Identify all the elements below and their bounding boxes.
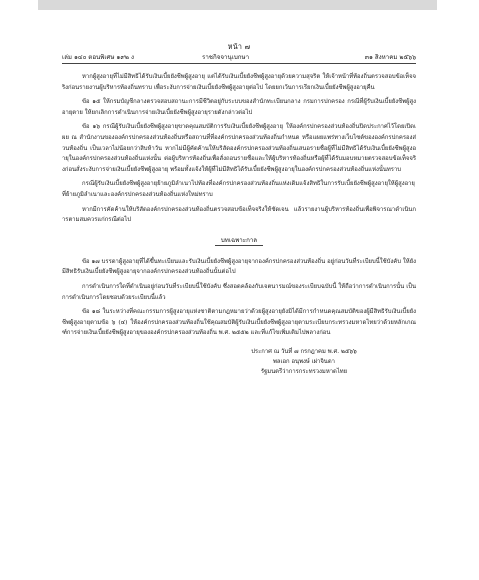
signature-block <box>62 347 416 377</box>
paragraph: หากผู้สูงอายุที่ไม่มีสิทธิได้รับเงินเบี้ยยังชีพผู้สูงอายุ แต่ได้รับเงินเบี้ยยังชีพผู้สูงอายุด้วยความสุจริต ให้เจ้าหน้าที่ท้องถิ่นตรวจสอบข้อเท็จจริงก่อนรายงานผู้บริหารท้องถิ่นทราบ เพื่อระงับการจ่ายเงินเบี้ยยังชีพผู้สูงอายุต่อไป โดยยกเว้นการเรียกเงินเบี้ยยังชีพผู้สูงอายุคืน <box>62 74 416 91</box>
running-header <box>62 54 416 64</box>
paragraph: การดำเนินการใดที่ดำเนินอยู่ก่อนวันที่ระเบียบนี้ใช้บังคับ ซึ่งสอดคล้องกับเจตนารมณ์ของระเบียบฉบับนี้ ให้ถือว่าการดำเนินการนั้น เป็นการดำเนินการโดยชอบด้วยระเบียบนี้แล้ว <box>62 283 416 301</box>
announcement-date: ประกาศ ณ วันที่ ๗ กรกฎาคม พ.ศ. ๒๕๖๖ <box>251 348 357 355</box>
gazette-name: ราชกิจจานุเบกษา <box>202 54 250 61</box>
clause-17: ข้อ ๑๗ บรรดาผู้สูงอายุที่ได้ขึ้นทะเบียนและรับเงินเบี้ยยังชีพผู้สูงอายุจากองค์กรปกครองส่วนท้องถิ่น อยู่ก่อนวันที่ระเบียบนี้ใช้บังคับ ให้ยังมีสิทธิรับเงินเบี้ยยังชีพผู้สูงอายุจากองค์กรปกครองส่วนท้องถิ่นนั้นต่อไป <box>62 258 416 276</box>
paragraph: กรณีผู้รับเงินเบี้ยยังชีพผู้สูงอายุย้ายภูมิลำเนาไปท้องที่องค์กรปกครองส่วนท้องถิ่นแห่งเดิมแจ้งสิทธิในการรับเบี้ยยังชีพผู้สูงอายุให้ผู้สูงอายุที่ย้ายภูมิลำเนาและองค์กรปกครองส่วนท้องถิ่นแห่งใหม่ทราบ <box>62 181 415 198</box>
clause-15: ข้อ ๑๕ ให้กรมบัญชีกลางตรวจสอบสถานะการมีชีวิตอยู่กับระบบของสำนักทะเบียนกลาง กรมการปกครอง กรณีที่ผู้รับเงินเบี้ยยังชีพผู้สูงอายุตาย ให้ยกเลิกการดำเนินการจ่ายเงินเบี้ยยังชีพผู้สูงอายุรายดังกล่าวต่อไป <box>62 99 416 116</box>
transitional-heading: บทเฉพาะกาล <box>62 236 416 245</box>
top-gray-bar <box>38 0 437 10</box>
volume-issue: เล่ม ๑๔๐ ตอนพิเศษ ๑๙๒ ง <box>62 54 134 61</box>
publication-date: ๓๑ สิงหาคม ๒๕๖๖ <box>364 54 416 61</box>
clause-16: ข้อ ๑๖ กรณีผู้รับเงินเบี้ยยังชีพผู้สูงอายุขาดคุณสมบัติการรับเงินเบี้ยยังชีพผู้สูงอายุ ให้องค์กรปกครองส่วนท้องถิ่นปิดประกาศไว้โดยเปิดเผย ณ สำนักงานขององค์กรปกครองส่วนท้องถิ่นหรือสถานที่ที่องค์กรปกครองส่วนท้องถิ่นกำหนด หรือแผยแพร่ทางเว็บไซต์ขององค์กรปกครองส่วนท้องถิ่น เป็นเวลาไม่น้อยกว่าสิบห้าวัน หากไม่มีผู้คัดค้านให้บริสัดองค์กรปกครองส่วนท้องถิ่นเสนอรายชื่อผู้ที่ไม่มีสิทธิได้รับเงินเบี้ยยังชีพผู้สูงอายุในองค์กรปกครองส่วนท้องถิ่นแห่งนั้น ต่อผู้บริหารท้องถิ่นเพื่อสั่งถอนรายชื่อและให้ผู้บริหารท้องถิ่นหรือผู้ที่ได้รับมอบหมายตรวจสอบข้อเท็จจริงก่อนสั่งระงับการจ่ายเงินเบี้ยยังชีพผู้สูงอายุ พร้อมทั้งแจ้งให้ผู้ที่ไม่มีสิทธิได้รับเบี้ยยังชีพผู้สูงอายุในองค์กรปกครองส่วนท้องถิ่นแห่งนั้นทราบ <box>62 124 416 173</box>
body-text <box>62 72 416 339</box>
paragraph: หากมีการคัดค้านให้บริสัดองค์กรปกครองส่วนท้องถิ่นตรวจสอบข้อเท็จจริงให้ชัดเจน แล้วรายงานผู้บริหารท้องถิ่นเพื่อพิจารณาดำเนินการตามสมควรแก่กรณีต่อไป <box>62 206 416 224</box>
signatory-title: รัฐมนตรีว่าการกระทรวงมหาดไทย <box>260 368 348 375</box>
signatory-name: พลเอก อนุพงษ์ เผ่าจินดา <box>273 358 335 365</box>
page-number: หน้า ๗ <box>227 42 251 51</box>
clause-18: ข้อ ๑๘ ในระหว่างที่คณะกรรมการผู้สูงอายุแห่งชาติตามกฎหมายว่าด้วยผู้สูงอายุยังมิได้มีการกำหนดคุณสมบัติของผู้มีสิทธิรับเงินเบี้ยยังชีพผู้สูงอายุตามข้อ ๖ (๔) ให้องค์กรปกครองส่วนท้องถิ่นใช้คุณสมบัติผู้รับเงินเบี้ยยังชีพผู้สูงอายุตามระเบียบกระทรวงมหาดไทยว่าด้วยหลักเกณฑ์การจ่ายเงินเบี้ยยังชีพผู้สูงอายุขององค์กรปกครองส่วนท้องถิ่น พ.ศ. ๒๕๕๒ และที่แก้ไขเพิ่มเติมไปพลางก่อน <box>62 309 416 337</box>
gazette-page <box>62 42 416 572</box>
